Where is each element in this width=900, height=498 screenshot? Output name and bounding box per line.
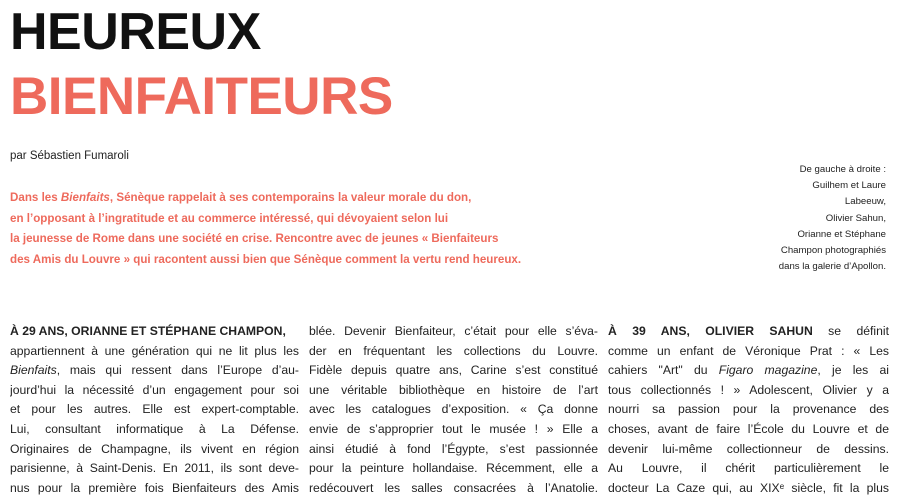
body-line: docteur La Caze qui, au XIXᵉ siècle, fit la plus [608, 480, 889, 495]
body-line: une véritable bibliothèque en histoire de l’art [309, 382, 598, 397]
photo-caption [736, 162, 886, 275]
headline-line-1: HEUREUX [10, 3, 261, 61]
body-line: Fidèle depuis quatre ans, Carine s’est constitué [309, 363, 598, 378]
headline-line-2: BIENFAITEURS [10, 67, 393, 126]
body-line: parisienne, à Saint-Denis. En 2011, ils sont deve- [10, 461, 299, 476]
body-line: pour la peinture hollandaise. Récemment, elle a [309, 461, 598, 476]
body-line: tous collectionnés ! » Adolescent, Olivier y a [608, 382, 889, 397]
caption-line: Labeeuw, [844, 196, 886, 208]
caption-line: Guilhem et Laure [812, 180, 886, 192]
article-column-1 [10, 322, 299, 498]
body-line: blée. Devenir Bienfaiteur, c’était pour elle s’éva- [309, 324, 598, 338]
body-line: cahiers "Art" du Figaro magazine, je les ai [608, 363, 889, 378]
caption-line: De gauche à droite : [799, 164, 886, 175]
lede-line: la jeunesse de Rome dans une société en crise. Rencontre avec de jeunes « Bienfaiteurs [10, 232, 499, 246]
body-line: Bienfaits, mais qui ressent dans l’Europe d’au- [10, 363, 299, 378]
lede-paragraph [10, 188, 610, 270]
byline: par Sébastien Fumaroli [10, 150, 129, 162]
column-lead-in: À 29 ANS, ORIANNE ET STÉPHANE CHAMPON, [10, 324, 286, 338]
caption-line: Olivier Sahun, [825, 212, 886, 224]
body-line: nus pour la première fois Bienfaiteurs des Amis [10, 480, 299, 495]
lede-line: des Amis du Louvre » qui racontent aussi bien que Sénèque comment la vertu rend heureux. [10, 252, 522, 266]
body-line: jourd’hui la nécessité d’un engagement pour soi [10, 382, 299, 397]
lede-line: en l’opposant à l’ingratitude et au commerce intéressé, qui dévoyaient selon lui [10, 211, 449, 225]
body-line: Au Louvre, il chérit particulièrement le [608, 461, 889, 476]
body-line: Originaires de Champagne, ils vivent en région [10, 441, 299, 456]
body-line: nourri sa passion pour la provenance des [608, 402, 889, 417]
body-line: et pour les autres. Elle est expert-comptable. [10, 402, 299, 417]
body-line: der en fréquentant les collections du Louvre. [309, 343, 598, 358]
body-line: comme un enfant de Véronique Prat : « Les [608, 343, 889, 358]
caption-line: Champon photographiés [780, 245, 886, 257]
caption-line: dans la galerie d’Apollon. [778, 261, 886, 273]
body-line: ainsi étudié à fond l’Égypte, s’est passionnée [309, 441, 598, 456]
body-line: Lui, consultant informatique à La Défense. [10, 421, 299, 436]
body-line: choses, avant de faire l’École du Louvre et de [608, 421, 889, 436]
body-line: redécouvert les salles consacrées à l’Anatolie. [309, 480, 598, 495]
body-line: avec les catalogues d’exposition. « Ça donne [309, 402, 598, 417]
caption-line: Orianne et Stéphane [797, 228, 886, 240]
column-lead-in: À 39 ANS, OLIVIER SAHUN se définit [608, 324, 889, 338]
lede-line: Dans les Bienfaits, Sénèque rappelait à ses contemporains la valeur morale du don, [10, 191, 472, 204]
body-line: appartiennent à une génération qui ne lit plus les [10, 343, 299, 358]
article-column-3 [608, 322, 889, 498]
body-line: envie de s’approprier tout le musée ! » Elle a [309, 421, 598, 436]
article-column-2 [309, 322, 598, 498]
body-line: devenir lui-même collectionneur de dessins. [608, 441, 889, 456]
